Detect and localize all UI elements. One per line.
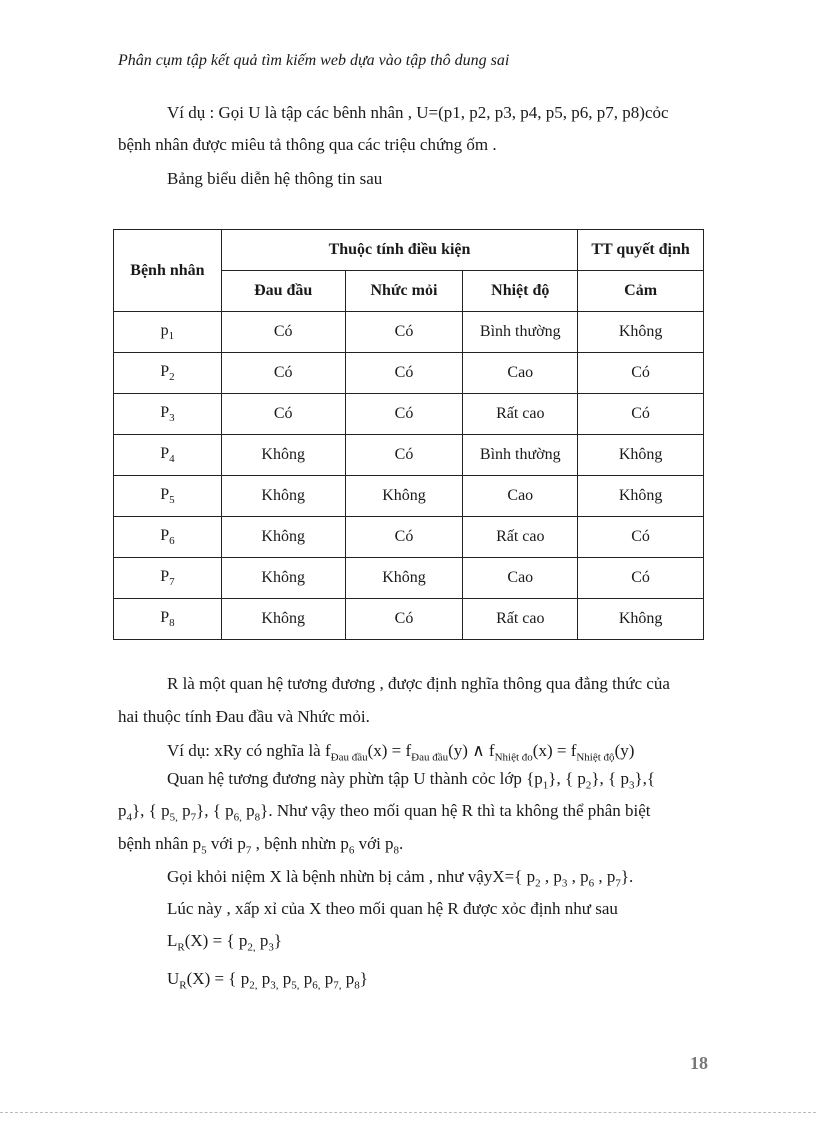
partition-line-2: $p_4$}, { $p_{5,}$ $p_7$}, { $p_{6,}$ $p_8$}. Như vậy theo mối quan hệ R thì ta không thể phân biệt [118,801,651,824]
patient-cell: $P_8$ [114,599,222,640]
patient-cell: $P_2$ [114,353,222,394]
table-row [114,558,704,599]
table-cell: Có [578,517,704,558]
column-header: Nhức mỏi [345,271,463,312]
table-cell: Có [221,353,345,394]
table-cell: Rất cao [463,599,578,640]
table-row [114,353,704,394]
table-cell: Không [221,476,345,517]
table-row [114,517,704,558]
table-row [114,312,704,353]
table-cell: Cao [463,476,578,517]
upper-approximation: $U_R(X)$ = { $p_{2,}$ $p_{3,}$ $p_{5,}$ $p_{6,}$ $p_{7,}$ $p_8$} [167,969,368,992]
table-cell: Có [221,394,345,435]
patient-cell: $P_7$ [114,558,222,599]
relation-line-2: hai thuộc tính Đau đầu và Nhức mỏi. [118,707,370,726]
header-decision: TT quyết định [578,230,704,271]
partition-line-3: bệnh nhân $p_5$ với $p_7$ , bệnh nhừn $p_6$ với $p_8$. [118,834,404,857]
intro-line-3: Bảng biểu diễn hệ thông tin sau [167,169,383,188]
header-conditions: Thuộc tính điều kiện [221,230,577,271]
relation-line-1: R là một quan hệ tương đương , được định nghĩa thông qua đẳng thức của [167,674,670,693]
table-row [114,476,704,517]
table-cell: Có [345,435,463,476]
patient-cell: $P_6$ [114,517,222,558]
table-cell: Rất cao [463,394,578,435]
table-cell: Không [578,599,704,640]
column-header: Đau đầu [221,271,345,312]
table-cell: Có [345,599,463,640]
table-cell: Có [578,394,704,435]
table-cell: Rất cao [463,517,578,558]
patient-cell: $p_1$ [114,312,222,353]
patient-cell: $P_5$ [114,476,222,517]
table-row [114,435,704,476]
table-cell: Có [345,353,463,394]
table-cell: Có [345,394,463,435]
page-header: Phân cụm tập kết quả tìm kiếm web dựa vào tập thô dung sai [118,52,510,69]
table-cell: Không [578,476,704,517]
table-cell: Bình thường [463,312,578,353]
table-cell: Có [221,312,345,353]
table-cell: Không [221,517,345,558]
bottom-divider [0,1112,816,1113]
approx-line: Lúc này , xấp xỉ của X theo mối quan hệ R được xỏc định như sau [167,899,618,918]
table-cell: Có [578,353,704,394]
table-cell: Có [345,312,463,353]
relation-example: Ví dụ: xRy có nghĩa là $f_{Đau đầu}(x) = f_{Đau đầu}(y)$ ∧ $f_{Nhiệt đo}(x) = f_{Nhiệt độ}(y)$ [167,741,635,764]
column-header: Cảm [578,271,704,312]
table-cell: Cao [463,353,578,394]
page-number: 18 [690,1053,708,1073]
table-cell: Không [345,558,463,599]
table-cell: Bình thường [463,435,578,476]
concept-line: Gọi khỏi niệm X là bệnh nhừn bị cảm , như vậyX={ $p_2$ , $p_3$ , $p_6$ , $p_7$}. [167,867,634,890]
intro-line-1: Ví dụ : Gọi U là tập các bênh nhân , U=(p1, p2, p3, p4, p5, p6, p7, p8)cỏc [167,103,669,122]
patient-cell: $P_3$ [114,394,222,435]
lower-approximation: $L_R(X)$ = { $p_{2,}$ $p_3$} [167,931,283,954]
table-cell: Có [578,558,704,599]
table-cell: Không [221,558,345,599]
table-cell: Không [221,435,345,476]
patient-cell: $P_4$ [114,435,222,476]
table-cell: Không [578,312,704,353]
table-row [114,599,704,640]
table-cell: Không [578,435,704,476]
table-cell: Có [345,517,463,558]
table-cell: Không [345,476,463,517]
table-cell: Không [221,599,345,640]
header-patient: Bệnh nhân [114,230,222,312]
partition-line-1: Quan hệ tương đương này phừn tập U thành cỏc lớp $\{p_1\}$, { $p_2$}, { $p_3$},{ [167,769,656,792]
column-header: Nhiệt độ [463,271,578,312]
intro-line-2: bệnh nhân được miêu tả thông qua các triệu chứng ốm . [118,135,497,154]
table-cell: Cao [463,558,578,599]
information-table [113,229,704,640]
table-row [114,394,704,435]
